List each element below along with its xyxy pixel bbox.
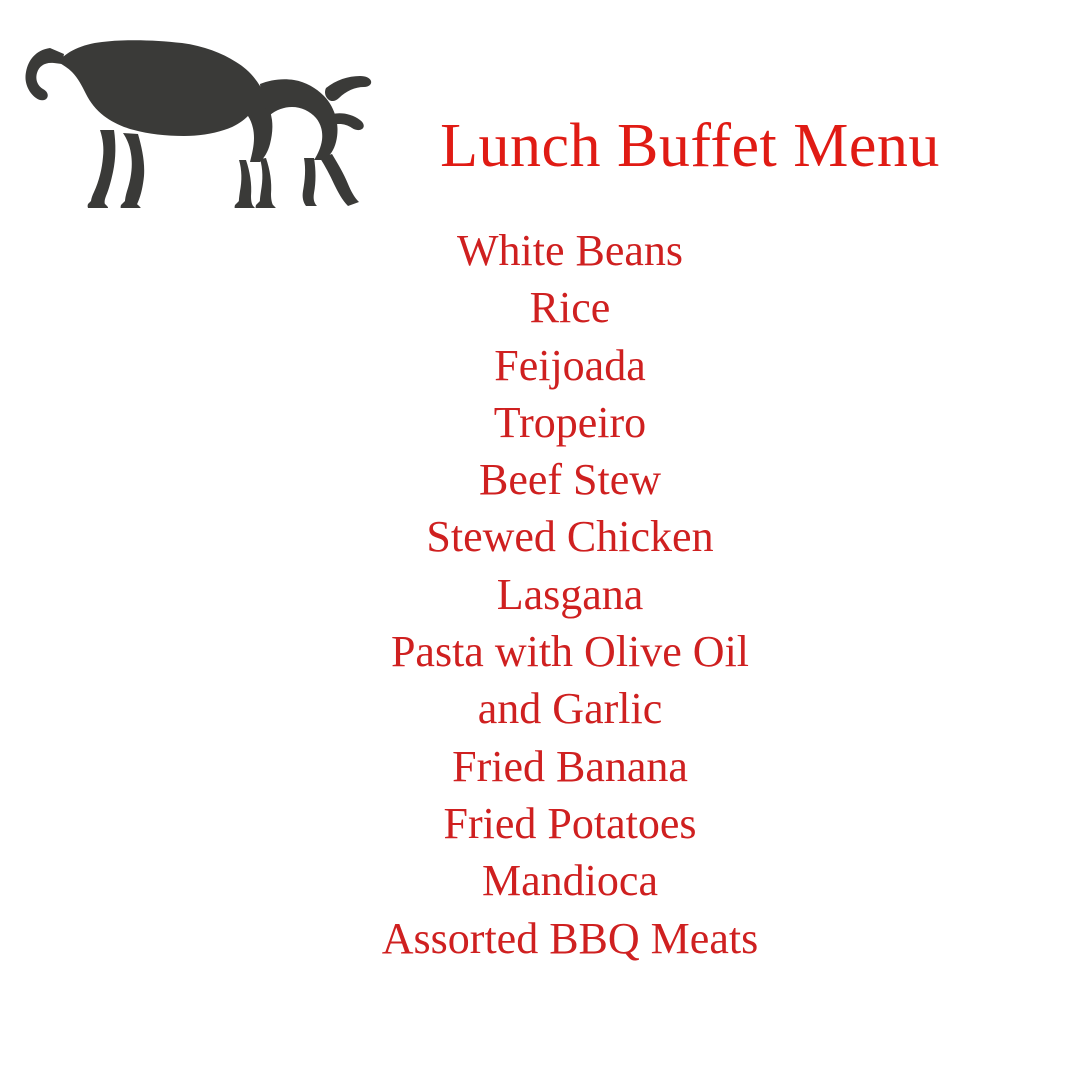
menu-item-list <box>180 222 960 967</box>
list-item: Fried Potatoes <box>443 798 697 848</box>
list-item: Assorted BBQ Meats <box>381 913 759 963</box>
list-item: Stewed Chicken <box>426 512 714 562</box>
list-item: Fried Banana <box>452 741 688 791</box>
list-item: White Beans <box>456 226 684 275</box>
list-item: Pasta with Olive Oil <box>390 627 750 677</box>
page-title: Lunch Buffet Menu <box>440 112 940 180</box>
list-item: Rice <box>529 283 611 333</box>
list-item: Lasgana <box>496 569 644 619</box>
list-item: and Garlic <box>477 684 663 734</box>
logo <box>14 18 374 208</box>
list-item: Feijoada <box>494 340 646 390</box>
list-item: Tropeiro <box>493 397 647 447</box>
list-item: Beef Stew <box>478 455 662 505</box>
list-item: Mandioca <box>482 856 658 906</box>
charging-bull-silhouette-icon <box>14 18 374 208</box>
